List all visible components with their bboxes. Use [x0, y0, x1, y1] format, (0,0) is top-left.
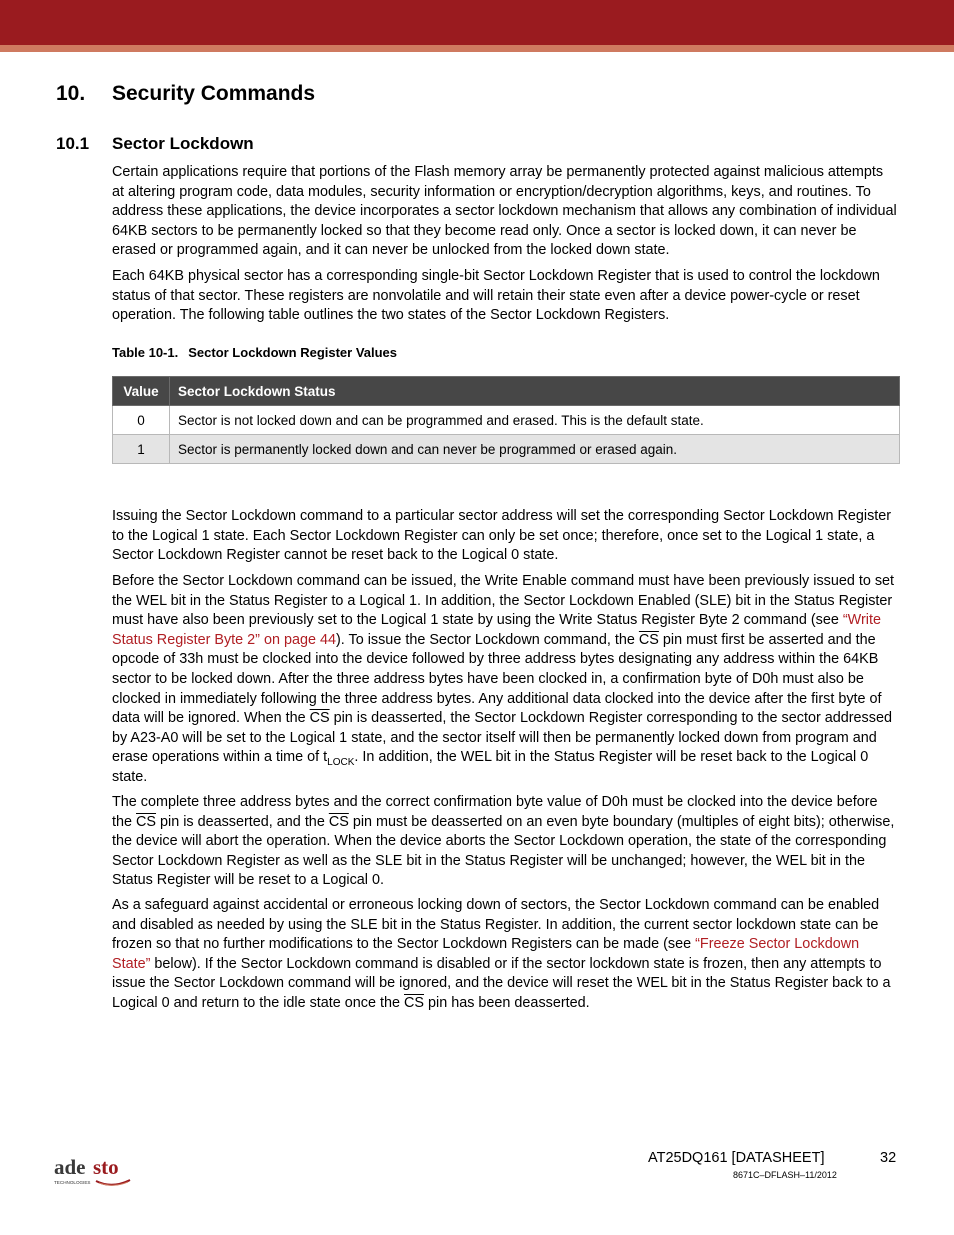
table-cell-status: Sector is permanently locked down and can never be programmed or erased again.: [170, 435, 900, 464]
p6-text-a: As a safeguard against accidental or erroneous locking down of sectors, the Sector Lockdown command can be enabled and disabled as needed by using the SLE bit in the Status Register. In addition, the current sector lockdown state can be frozen so that no further modifications to the Sector Lockdown Registers can be made (see: [112, 897, 880, 953]
p6-text-b: below). If the Sector Lockdown command is disabled or if the sector lockdown state is frozen, then any attempts to issue the Sector Lockdown command will be ignored, and the device will reset the WEL bit in the Status Register back to a Logical 0 and return to the idle state once the: [112, 955, 891, 1011]
t-lock-subscript: LOCK: [327, 757, 355, 769]
table-header-value: Value: [113, 377, 170, 406]
table-row: [113, 435, 900, 464]
cs-signal: $\overline{CS}$: [404, 994, 425, 1011]
table-header-status: Sector Lockdown Status: [170, 377, 900, 406]
subsection-heading: [56, 134, 254, 154]
table-cell-value: 0: [113, 406, 170, 435]
freeze-sector-lockdown-link[interactable]: “Freeze Sector Lockdown State”: [112, 936, 860, 972]
p4-text-a: Before the Sector Lockdown command can be issued, the Write Enable command must have been previously issued to set the WEL bit in the Status Register to a Logical 1. In addition, the Sector Lockdown Enabled (SLE) bit in the Status Register must have also been previously set to the Logical 1 state by using the Write Status Register Byte 2 command (see: [112, 573, 895, 629]
table-cell-status: Sector is not locked down and can be programmed and erased. This is the default state.: [170, 406, 900, 435]
subsection-number: 10.1: [56, 134, 90, 153]
p4-text-c: pin must first be asserted and the opcode of 33h must be clocked into the device followed by three address bytes designating any address within the 64KB sector to be locked down. After the three address bytes have been clocked in, a confirmation byte of D0h must also be clocked in immediately following the three address bytes. Any additional data clocked into the device after the first byte of data will be ignored. When the: [112, 631, 882, 727]
adesto-logo-mark: [54, 1153, 136, 1189]
subsection-title: Sector Lockdown: [112, 134, 254, 153]
table-row: [113, 406, 900, 435]
header-stripe: [0, 45, 954, 52]
cs-signal: $\overline{CS}$: [638, 631, 659, 648]
footer-doc-code: 8671C–DFLASH–11/2012: [733, 1170, 837, 1180]
p5-text-c: pin must be deasserted on an even byte boundary (multiples of eight bits); otherwise, the device will abort the operation. When the device aborts the Sector Lockdown operation, the state of the corresponding Sector Lockdown Register as well as the SLE bit in the Status Register will be unchanged; however, the WEL bit in the Status Register will be reset to a Logical 0.: [112, 813, 895, 889]
body-paragraph-3: Issuing the Sector Lockdown command to a particular sector address will set the corresponding Sector Lockdown Register to the Logical 1 state. Each Sector Lockdown Register can only be set once; therefore, once set to the Logical 1 state, a Sector Lockdown Register cannot be reset back to the Logical 0 state.: [112, 508, 892, 564]
adesto-logo: [54, 1153, 136, 1194]
table-cell-value: 1: [113, 435, 170, 464]
table-caption-label: Table 10-1.: [112, 345, 179, 360]
cs-signal: $\overline{CS}$: [328, 813, 349, 830]
svg-text:TECHNOLOGIES: TECHNOLOGIES: [54, 1180, 91, 1185]
p4-text-d: pin is deasserted, the Sector Lockdown Register corresponding to the sector addressed by A23-A0 will be set to the Logical 1 state, and the sector itself will then be permanently locked down from program and erase operations within a time of t: [112, 710, 892, 766]
sector-lockdown-table: [112, 376, 900, 464]
cs-signal: $\overline{CS}$: [309, 710, 330, 727]
p5-text-a: The complete three address bytes and the correct confirmation byte value of D0h must be clocked into the device before the: [112, 794, 878, 830]
footer-page-number: 32: [880, 1150, 897, 1166]
write-status-register-link[interactable]: “Write Status Register Byte 2” on page 44: [112, 612, 881, 648]
table-caption-title: Sector Lockdown Register Values: [188, 345, 398, 360]
table-header-row: [113, 377, 900, 406]
intro-paragraph-1: Certain applications require that portions of the Flash memory array be permanently protected against malicious attempts at altering program code, data modules, security information or encryption/decryption algorithms, keys, and routines. To address these applications, the device incorporates a sector lockdown mechanism that allows any combination of individual 64KB sectors to be permanently locked so that they become read only. Once a sector is locked down, it can never be erased or programmed again, and it can never be unlocked from the locked down state.: [112, 164, 897, 259]
svg-text:sto: sto: [93, 1155, 119, 1179]
section-title: Security Commands: [112, 82, 316, 105]
p5-text-b: pin is deasserted, and the: [156, 813, 329, 830]
body-paragraph-6: [112, 896, 898, 1014]
p4-text-e: . In addition, the WEL bit in the Status Register will be reset back to the Logical 0 state.: [112, 749, 869, 785]
p6-text-c: pin has been deasserted.: [424, 994, 590, 1011]
intro-paragraph-2: Each 64KB physical sector has a corresponding single-bit Sector Lockdown Register that is used to control the lockdown status of that sector. These registers are nonvolatile and will retain their state even after a device power-cycle or reset operation. The following table outlines the two states of the Sector Lockdown Registers.: [112, 268, 880, 324]
svg-text:ade: ade: [54, 1155, 86, 1179]
body-paragraph-4: [112, 572, 898, 788]
body-paragraph-5: [112, 793, 898, 891]
cs-signal: $\overline{CS}$: [136, 813, 157, 830]
footer-doc-title: AT25DQ161 [DATASHEET]: [648, 1150, 825, 1166]
section-number: 10.: [56, 82, 86, 105]
section-heading: [56, 82, 315, 106]
header-bar: [0, 0, 954, 45]
p4-text-b: ). To issue the Sector Lockdown command, the: [336, 631, 639, 648]
table-caption: [112, 345, 397, 360]
